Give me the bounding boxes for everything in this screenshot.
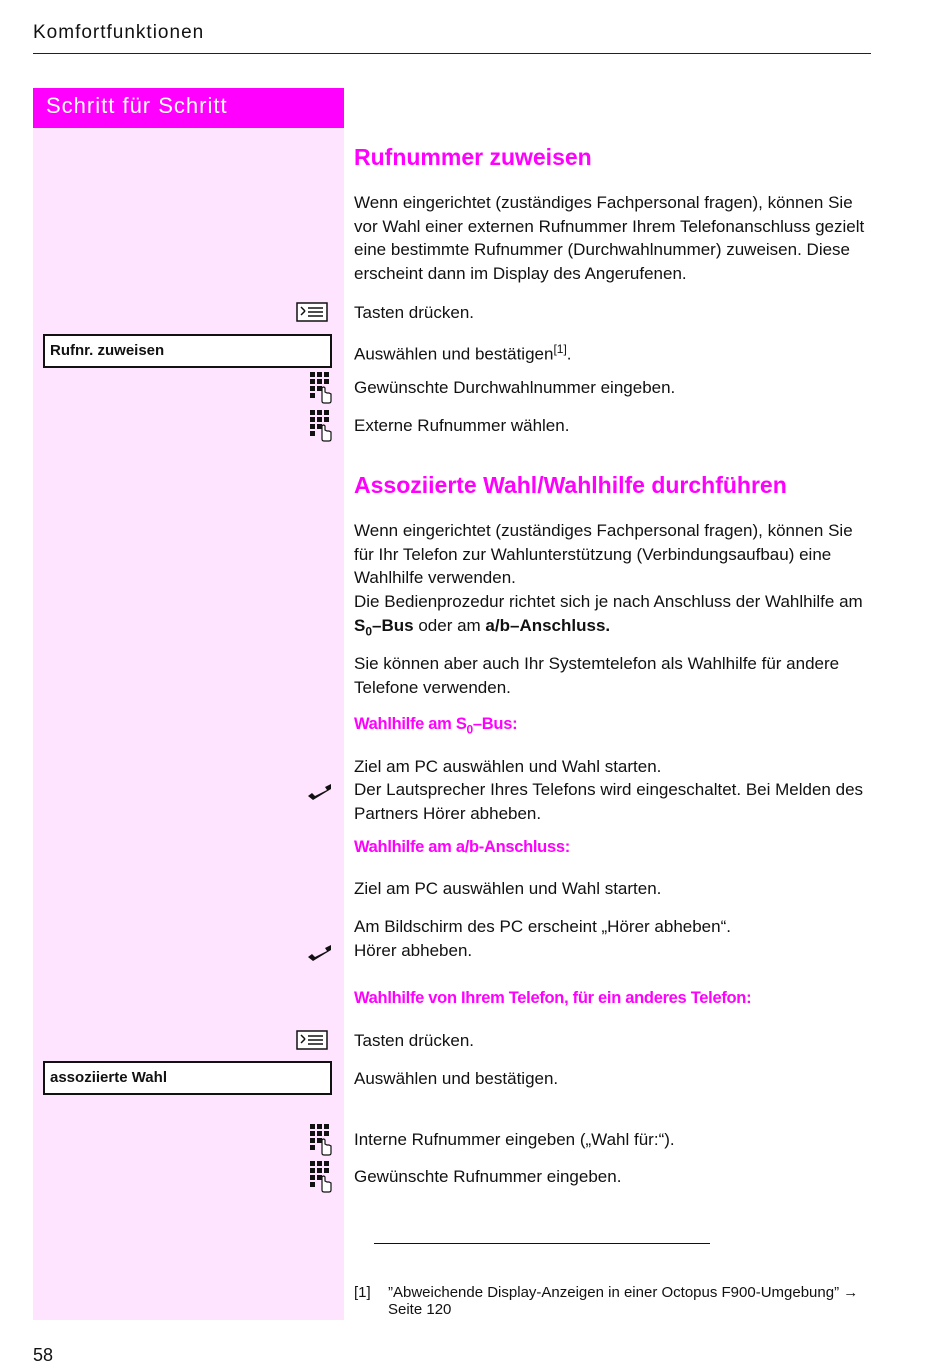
s0-step-start: Ziel am PC auswählen und Wahl starten. — [354, 757, 662, 776]
footnote-text[interactable]: ”Abweichende Display-Anzeigen in einer Octopus F900-Umgebung” → Seite 120 — [388, 1284, 859, 1318]
s0-step-speaker: Der Lautsprecher Ihres Telefons wird eingeschaltet. Bei Melden des Partners Hörer abheben. — [354, 780, 864, 823]
handset-icon — [306, 783, 334, 801]
tel-step-select: Auswählen und bestätigen. — [354, 1069, 559, 1088]
subheading-s0-bus: Wahlhilfe am $S_0$–Bus: — [354, 715, 518, 737]
sidebar-title: Schritt für Schritt — [46, 93, 228, 118]
step-enter-extension: Gewünschte Durchwahlnummer eingeben. — [354, 378, 676, 397]
section-title-rufnummer: Rufnummer zuweisen — [354, 144, 592, 170]
footnote-ref[interactable]: [1] — [553, 342, 567, 356]
display-rufnr-zuweisen[interactable] — [43, 334, 332, 368]
ab-step-screen: Am Bildschirm des PC erscheint „Hörer abheben“. — [354, 917, 731, 936]
keypad-icon — [310, 410, 332, 442]
keypad-icon — [310, 1161, 332, 1193]
section2-procedure: Die Bedienprozedur richtet sich je nach Anschluss der Wahlhilfe am $S_0$–Bus oder am a/b–Anschluss. — [354, 592, 863, 638]
tel-step-number: Gewünschte Rufnummer eingeben. — [354, 1167, 622, 1186]
tel-step-internal: Interne Rufnummer eingeben („Wahl für:“). — [354, 1130, 675, 1149]
section2-also: Sie können aber auch Ihr Systemtelefon als Wahlhilfe für andere Telefone verwenden. — [354, 654, 840, 697]
header-title: Komfortfunktionen — [33, 22, 205, 43]
ab-step-lift: Hörer abheben. — [354, 941, 473, 960]
subheading-ab-anschluss: Wahlhilfe am a/b-Anschluss: — [354, 838, 570, 856]
section2-intro: Wenn eingerichtet (zuständiges Fachpersonal fragen), können Sie für Ihr Telefon zur Wahlunterstützung (Verbindungsaufbau) eine Wahlhilfe verwenden. — [354, 521, 853, 587]
section-title-assoziierte-wahl: Assoziierte Wahl/Wahlhilfe durchführen — [354, 472, 787, 498]
step-press-keys: Tasten drücken. — [354, 303, 475, 322]
keypad-icon — [310, 372, 332, 404]
menu-key-icon — [296, 1030, 328, 1050]
header-rule — [33, 53, 871, 54]
section1-intro: Wenn eingerichtet (zuständiges Fachpersonal fragen), können Sie vor Wahl einer externen Rufnummer Ihrem Telefonanschluss gezielt eine bestimmte Rufnummer (Durchwahlnummer) zuweisen. Diese erscheint dann im Display des Angerufenen. — [354, 193, 865, 283]
ab-step-start: Ziel am PC auswählen und Wahl starten. — [354, 879, 662, 898]
handset-icon — [306, 944, 334, 962]
tel-step-press: Tasten drücken. — [354, 1031, 475, 1050]
step-select-confirm: Auswählen und bestätigen[1]. — [354, 342, 572, 364]
subheading-own-telephone: Wahlhilfe von Ihrem Telefon, für ein anderes Telefon: — [354, 989, 752, 1007]
display-assoziierte-wahl[interactable] — [43, 1061, 332, 1095]
keypad-icon — [310, 1124, 332, 1156]
display-label: assoziierte Wahl — [50, 1069, 167, 1086]
step-dial-external: Externe Rufnummer wählen. — [354, 416, 570, 435]
page-number: 58 — [33, 1345, 54, 1365]
sidebar-header — [33, 88, 344, 128]
footnote-number: [1] — [354, 1284, 371, 1301]
footnote-rule — [374, 1243, 710, 1244]
display-label: Rufnr. zuweisen — [50, 342, 165, 359]
menu-key-icon — [296, 302, 328, 322]
